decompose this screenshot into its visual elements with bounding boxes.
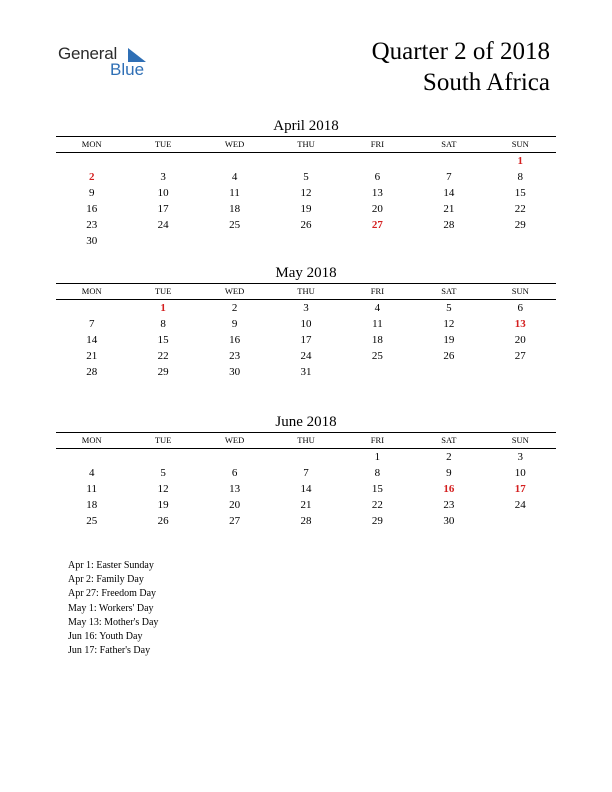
day-cell: 14 <box>443 187 455 199</box>
weekday-tue: TUE <box>154 435 172 445</box>
month-june <box>56 412 556 529</box>
month-may <box>56 263 556 380</box>
day-cell: 2 <box>231 302 238 314</box>
day-cell: 11 <box>372 318 383 330</box>
day-cell: 26 <box>157 515 169 527</box>
day-cell: 21 <box>443 203 455 215</box>
day-cell: 30 <box>86 235 98 247</box>
weekday-wed: WED <box>224 139 245 149</box>
weekday-header <box>56 432 556 449</box>
empty-cell <box>342 233 413 249</box>
day-cell: 13 <box>229 483 241 495</box>
day-cell: 2 <box>446 451 452 463</box>
day-cell: 4 <box>231 171 238 183</box>
weekday-thu: THU <box>297 139 315 149</box>
day-cell: 14 <box>86 334 98 346</box>
week-row <box>56 497 556 513</box>
day-cell: 31 <box>300 366 312 378</box>
holiday-item: Jun 17: Father's Day <box>68 645 151 657</box>
empty-cell <box>56 300 127 316</box>
weekday-wed: WED <box>224 286 245 296</box>
day-cell: 19 <box>300 203 312 215</box>
weekday-sun: SUN <box>511 286 529 296</box>
day-cell: 27 <box>514 350 526 362</box>
day-cell: 25 <box>229 219 241 231</box>
month-title: April 2018 <box>273 118 339 134</box>
logo-blue-text: Blue <box>110 60 145 79</box>
holiday-item: Apr 2: Family Day <box>68 574 144 586</box>
day-cell: 15 <box>514 187 526 199</box>
day-cell: 7 <box>88 318 95 330</box>
holiday-item: Jun 16: Youth Day <box>68 631 143 643</box>
day-cell: 29 <box>514 219 526 231</box>
empty-cell <box>342 364 413 380</box>
day-cell: 22 <box>157 350 169 362</box>
day-cell: 25 <box>371 350 383 362</box>
week-row <box>56 217 556 233</box>
weekday-fri: FRI <box>370 139 385 149</box>
day-cell: 17 <box>514 483 526 495</box>
holiday-item: May 1: Workers' Day <box>68 602 154 614</box>
empty-cell <box>485 364 556 380</box>
empty-cell <box>485 513 556 529</box>
day-cell: 27 <box>229 515 241 527</box>
weekday-sat: SAT <box>441 435 457 445</box>
weekday-mon: MON <box>81 435 102 445</box>
day-cell: 9 <box>231 318 238 330</box>
weekday-sun: SUN <box>511 435 529 445</box>
weekday-tue: TUE <box>154 139 172 149</box>
day-cell: 17 <box>300 334 312 346</box>
empty-cell <box>127 153 198 169</box>
day-cell: 29 <box>371 515 383 527</box>
weekday-mon: MON <box>81 139 102 149</box>
day-cell: 23 <box>229 350 241 362</box>
day-cell: 9 <box>88 187 95 199</box>
empty-cell <box>342 153 413 169</box>
holiday-list <box>68 559 158 658</box>
day-cell: 24 <box>514 499 526 511</box>
day-cell: 10 <box>514 467 526 479</box>
month-april <box>56 116 556 249</box>
empty-cell <box>56 449 127 465</box>
holiday-item: May 13: Mother's Day <box>68 616 159 628</box>
day-cell: 16 <box>86 203 98 215</box>
day-cell: 8 <box>374 467 381 479</box>
month-title: June 2018 <box>275 414 337 430</box>
day-cell: 26 <box>443 350 455 362</box>
holiday-item: Apr 1: Easter Sunday <box>68 560 154 571</box>
day-cell: 22 <box>514 203 526 215</box>
day-cell: 20 <box>371 203 383 215</box>
day-cell: 8 <box>517 171 524 183</box>
logo <box>58 44 168 84</box>
day-cell: 23 <box>86 219 98 231</box>
week-row <box>56 169 556 185</box>
week-row <box>56 316 556 332</box>
week-row <box>56 348 556 364</box>
day-cell: 27 <box>371 219 383 231</box>
day-cell: 16 <box>229 334 241 346</box>
weekday-sun: SUN <box>511 139 529 149</box>
title-quarter: Quarter 2 of 2018 <box>371 38 550 65</box>
day-cell: 1 <box>374 451 381 463</box>
day-cell: 18 <box>229 203 241 215</box>
empty-cell <box>127 233 198 249</box>
empty-cell <box>127 449 198 465</box>
empty-cell <box>199 233 270 249</box>
empty-cell <box>199 153 270 169</box>
day-cell: 17 <box>157 203 169 215</box>
logo-general-text: General <box>58 44 118 63</box>
day-cell: 3 <box>517 451 524 463</box>
day-cell: 18 <box>371 334 383 346</box>
week-row <box>56 513 556 529</box>
day-cell: 13 <box>514 318 526 330</box>
day-cell: 28 <box>300 515 312 527</box>
week-row <box>56 300 556 316</box>
day-cell: 30 <box>229 366 241 378</box>
day-cell: 29 <box>157 366 169 378</box>
empty-cell <box>270 233 341 249</box>
weekday-wed: WED <box>224 435 245 445</box>
weekday-sat: SAT <box>441 286 457 296</box>
day-cell: 16 <box>443 483 455 495</box>
weekday-header <box>56 136 556 153</box>
weekday-fri: FRI <box>370 435 385 445</box>
title-country: South Africa <box>422 69 550 96</box>
day-cell: 12 <box>157 483 169 495</box>
week-row <box>56 201 556 217</box>
day-cell: 6 <box>374 171 381 183</box>
day-cell: 21 <box>300 499 312 511</box>
day-cell: 9 <box>446 467 452 479</box>
month-title: May 2018 <box>275 265 337 281</box>
day-cell: 26 <box>300 219 312 231</box>
day-cell: 6 <box>231 467 238 479</box>
day-cell: 8 <box>160 318 166 330</box>
week-row <box>56 233 556 249</box>
day-cell: 3 <box>303 302 309 314</box>
day-cell: 14 <box>300 483 312 495</box>
weekday-fri: FRI <box>370 286 385 296</box>
week-row <box>56 465 556 481</box>
day-cell: 11 <box>86 483 97 495</box>
day-cell: 4 <box>88 467 95 479</box>
day-cell: 1 <box>517 155 524 167</box>
day-cell: 10 <box>300 318 312 330</box>
empty-cell <box>56 153 127 169</box>
day-cell: 11 <box>229 187 240 199</box>
day-cell: 22 <box>371 499 383 511</box>
day-cell: 19 <box>157 499 169 511</box>
day-cell: 19 <box>443 334 455 346</box>
day-cell: 28 <box>443 219 455 231</box>
weekday-thu: THU <box>297 435 315 445</box>
weekday-tue: TUE <box>154 286 172 296</box>
weekday-sat: SAT <box>441 139 457 149</box>
day-cell: 3 <box>160 171 166 183</box>
day-cell: 6 <box>517 302 524 314</box>
day-cell: 15 <box>371 483 383 495</box>
day-cell: 10 <box>157 187 169 199</box>
empty-cell <box>413 153 484 169</box>
month-grid <box>56 449 556 529</box>
day-cell: 21 <box>86 350 98 362</box>
day-cell: 7 <box>303 467 309 479</box>
day-cell: 20 <box>229 499 241 511</box>
week-row <box>56 185 556 201</box>
day-cell: 28 <box>86 366 98 378</box>
day-cell: 12 <box>300 187 312 199</box>
day-cell: 18 <box>86 499 98 511</box>
day-cell: 25 <box>86 515 98 527</box>
day-cell: 30 <box>443 515 455 527</box>
empty-cell <box>485 233 556 249</box>
day-cell: 24 <box>157 219 169 231</box>
day-cell: 15 <box>157 334 169 346</box>
empty-cell <box>413 233 484 249</box>
page-title <box>372 36 550 98</box>
day-cell: 24 <box>300 350 312 362</box>
week-row <box>56 153 556 169</box>
empty-cell <box>270 449 341 465</box>
day-cell: 23 <box>443 499 455 511</box>
weekday-mon: MON <box>81 286 102 296</box>
week-row <box>56 449 556 465</box>
day-cell: 5 <box>446 302 452 314</box>
day-cell: 4 <box>374 302 381 314</box>
week-row <box>56 332 556 348</box>
month-grid <box>56 300 556 380</box>
day-cell: 5 <box>303 171 309 183</box>
day-cell: 1 <box>160 302 166 314</box>
month-grid <box>56 153 556 249</box>
empty-cell <box>270 153 341 169</box>
empty-cell <box>413 364 484 380</box>
day-cell: 20 <box>514 334 526 346</box>
week-row <box>56 364 556 380</box>
empty-cell <box>199 449 270 465</box>
weekday-header <box>56 283 556 300</box>
weekday-thu: THU <box>297 286 315 296</box>
day-cell: 13 <box>371 187 383 199</box>
day-cell: 7 <box>446 171 452 183</box>
week-row <box>56 481 556 497</box>
day-cell: 12 <box>443 318 455 330</box>
day-cell: 5 <box>160 467 166 479</box>
holiday-item: Apr 27: Freedom Day <box>68 588 157 600</box>
day-cell: 2 <box>88 171 95 183</box>
